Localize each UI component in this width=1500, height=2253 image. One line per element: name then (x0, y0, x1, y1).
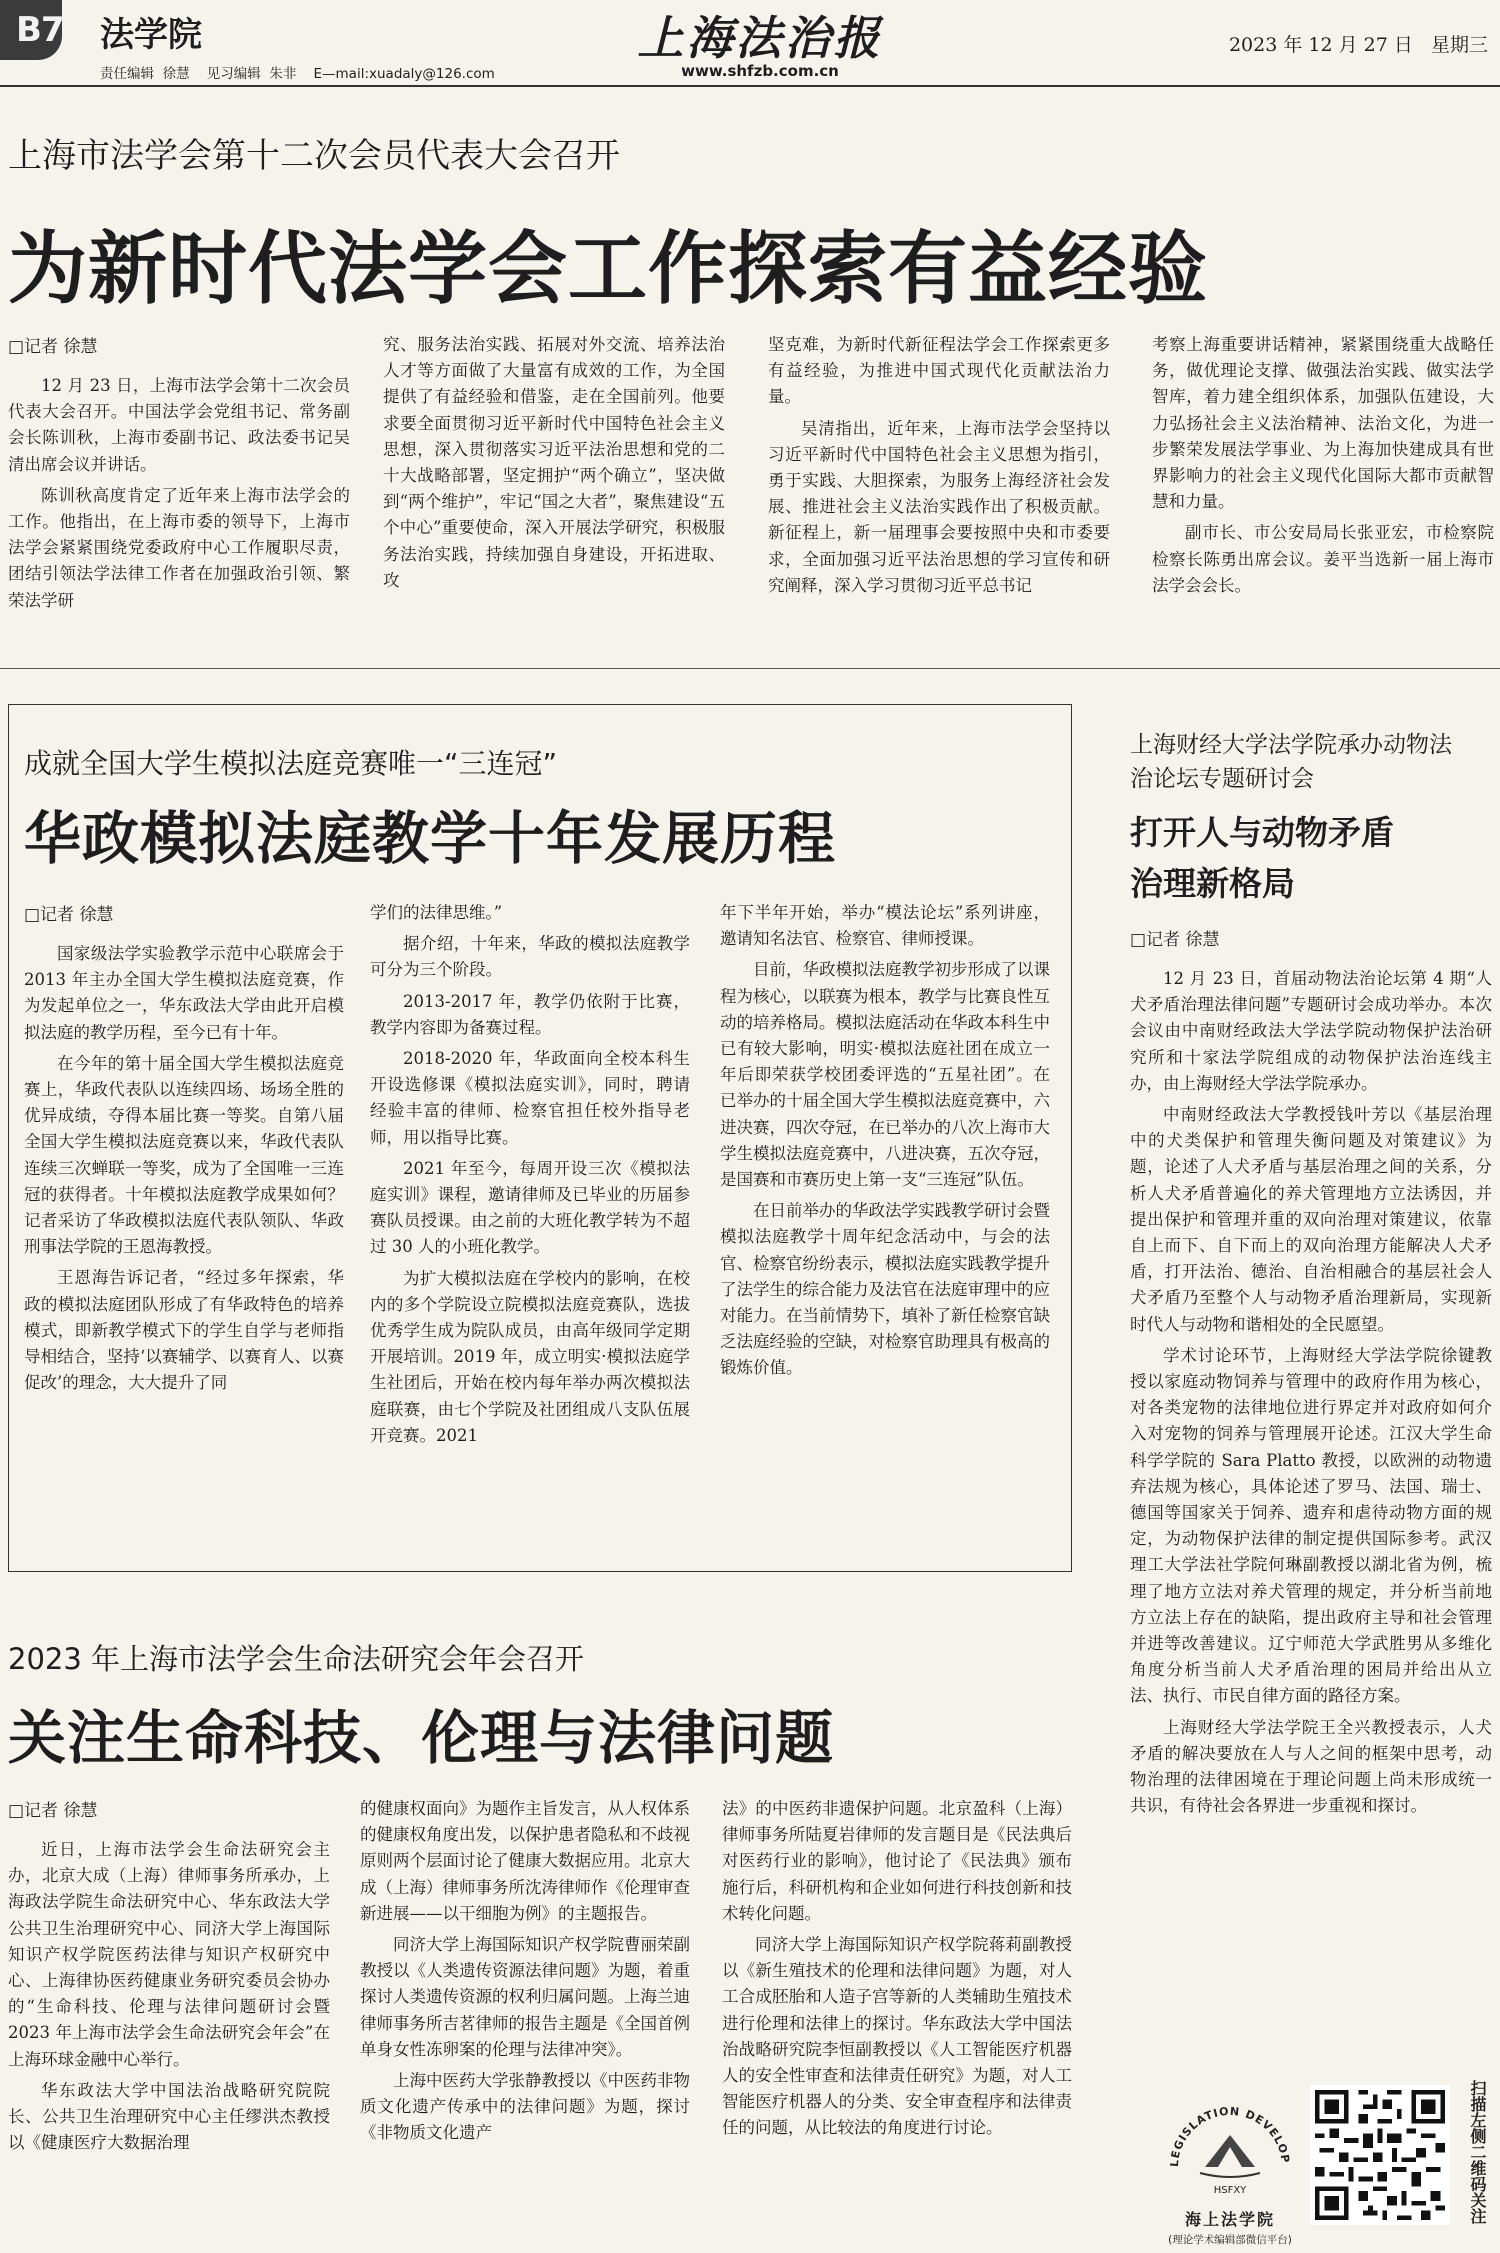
masthead: 上海法治报 (637, 11, 883, 65)
article4-body-2 (360, 1796, 690, 2147)
logo-abbr: HSFXY (1213, 2185, 1247, 2196)
article2-col-1 (24, 900, 344, 1550)
article2-body-2 (370, 900, 690, 1449)
article2-body-1 (24, 941, 344, 1396)
paragraph: 为扩大模拟法庭在学校内的影响，在校内的多个学院设立院模拟法庭竞赛队，选拔优秀学生成为院队成员，由高年级同学定期开展培训。2019 年，成立明实·模拟法庭学生社团后，开始在校内每年举办两次模拟法庭联赛，由七个学院及社团组成八支队伍展开竞赛。2021 (370, 1268, 690, 1445)
issue-date: 2023 年 12 月 27 日 星期三 (1228, 34, 1488, 56)
logo-emblem-icon (1160, 2085, 1300, 2205)
article4-headline: 关注生命科技、伦理与法律问题 (8, 1704, 835, 1772)
article3-col-1 (1130, 925, 1492, 2090)
article1-body-1 (8, 373, 350, 614)
article1-kicker: 上海市法学会第十二次会员代表大会召开 (8, 136, 620, 176)
article4-col-2 (360, 1796, 690, 2251)
article2-byline: □记者 徐慧 (24, 905, 114, 925)
paragraph: 坚克难，为新时代新征程法学会工作探索更多有益经验，为推进中国式现代化贡献法治力量。 (768, 335, 1110, 407)
paragraph: 考察上海重要讲话精神，紧紧围绕重大战略任务，做优理论支撑、做强法治实践、做实法学智库，着力建全组织体系，加强队伍建设，大力弘扬社会主义法治精神、法治文化，为进一步繁荣发展法学事业、为上海加快建成具有世界影响力的社会主义现代化国际大都市贡献智慧和力量。 (1152, 335, 1494, 512)
article3-byline: □记者 徐慧 (1130, 930, 1220, 950)
paragraph: 上海中医药大学张静教授以《中医药非物质文化遗产传承中的法律问题》为题，探讨《非物质文化遗产 (360, 2071, 690, 2143)
article1-col-4 (1152, 332, 1494, 657)
qr-code[interactable] (1310, 2085, 1450, 2225)
paragraph: 年下半年开始，举办“模法论坛”系列讲座，邀请知名法官、检察官、律师授课。 (720, 903, 1050, 949)
article2-col-3 (720, 900, 1050, 1550)
article2-kicker: 成就全国大学生模拟法庭竞赛唯一“三连冠” (24, 747, 558, 780)
article4-body-1 (8, 1837, 330, 2156)
paragraph: 近日，上海市法学会生命法研究会主办，北京大成（上海）律师事务所承办，上海政法学院生命法研究中心、华东政法大学公共卫生治理研究中心、同济大学上海国际知识产权学院医药法律与知识产权研究中心、上海律协医药健康业务研究委员会协办的“生命科技、伦理与法律问题研讨会暨 2023 年上海市法学会生命法研究会年会”在上海环球金融中心举行。 (8, 1840, 330, 2069)
article3-headline: 打开人与动物矛盾治理新格局 (1130, 813, 1394, 903)
qr-code-icon (1310, 2085, 1450, 2225)
paragraph: 究、服务法治实践、拓展对外交流、培养法治人才等方面做了大量富有成效的工作，为全国提供了有益经验和借鉴，走在全国前列。他要求要全面贯彻习近平新时代中国特色社会主义思想，深入贯彻落实习近平法治思想和党的二十大战略部署，坚定拥护“两个确立”，坚决做到“两个维护”，牢记“国之大者”，聚焦建设“五个中心”重要使命，深入开展法学研究，积极服务法治实践，持续加强自身建设，开拓进取、攻 (383, 335, 725, 590)
paragraph: 法》的中医药非遗保护问题。北京盈科（上海）律师事务所陆夏岩律师的发言题目是《民法典后对医药行业的影响》，他讨论了《民法典》颁布施行后，科研机构和企业如何进行科技创新和技术转化问题。 (722, 1799, 1072, 1923)
article2-body-3 (720, 900, 1050, 1382)
article3-body-1 (1130, 966, 1492, 1820)
website: www.shfzb.com.cn (681, 62, 839, 80)
article1-byline: □记者 徐慧 (8, 337, 98, 357)
article2-headline: 华政模拟法庭教学十年发展历程 (24, 806, 836, 872)
paragraph: 吴清指出，近年来，上海市法学会坚持以习近平新时代中国特色社会主义思想为指引，勇于实践、大胆探索，为服务上海经济社会发展、推进社会主义法治实践作出了积极贡献。新征程上，新一届理事会要按照中央和市委要求，全面加强习近平法治思想的学习宣传和研究阐释，深入学习贯彻习近平总书记 (768, 418, 1110, 595)
paragraph: 的健康权面向》为题作主旨发言，从人权体系的健康权角度出发，以保护患者隐私和不歧视原则两个层面讨论了健康大数据应用。北京大成（上海）律师事务所沈涛律师作《伦理审查新进展——以干细胞为例》的主题报告。 (360, 1799, 690, 1923)
paragraph: 王恩海告诉记者，“经过多年探索，华政的模拟法庭团队形成了有华政特色的培养模式，即新教学模式下的学生自学与老师指导相结合，坚持‘以赛辅学、以赛育人、以赛促改’的理念，大大提升了同 (24, 1268, 344, 1393)
paragraph: 据介绍，十年来，华政的模拟法庭教学可分为三个阶段。 (370, 934, 690, 980)
logo-name: 海上法学院 (1184, 2210, 1275, 2229)
article1-body-2 (383, 332, 725, 594)
paragraph: 2021 年至今，每周开设三次《模拟法庭实训》课程，邀请律师及已毕业的历届参赛队员授课。由之前的大班化教学转为不超过 30 人的小班化教学。 (370, 1158, 690, 1257)
paragraph: 上海财经大学法学院王全兴教授表示，人犬矛盾的解决要放在人与人之间的框架中思考，动物治理的法律困境在于理论问题上尚未形成统一共识，有待社会各界进一步重视和探讨。 (1130, 1717, 1492, 1816)
paragraph: 陈训秋高度肯定了近年来上海市法学会的工作。他指出，在上海市委的领导下，上海市法学会紧紧围绕党委政府中心工作履职尽责，团结引领法学法律工作者在加强政治引领、繁荣法学研 (8, 485, 350, 610)
logo-subtitle: (理论学术编辑部微信平台) (1168, 2234, 1292, 2246)
paragraph: 2013-2017 年，教学仍依附于比赛，教学内容即为备赛过程。 (370, 991, 690, 1037)
article1-col-3 (768, 332, 1110, 657)
article4-body-3 (722, 1796, 1072, 2142)
paragraph: 学们的法律思维。” (370, 903, 503, 922)
paragraph: 华东政法大学中国法治战略研究院院长、公共卫生治理研究中心主任缪洪杰教授以《健康医疗大数据治理 (8, 2080, 330, 2153)
article1-col-1 (8, 332, 350, 657)
paragraph: 12 月 23 日，首届动物法治论坛第 4 期“人犬矛盾治理法律问题”专题研讨会成功举办。本次会议由中南财经政法大学法学院动物保护法治研究所和十家法学院组成的动物保护法治连线主办，由上海财经大学法学院承办。 (1130, 969, 1492, 1093)
paragraph: 同济大学上海国际知识产权学院曹丽荣副教授以《人类遗传资源法律问题》为题，着重探讨人类遗传资源的权利归属问题。上海兰迪律师事务所吉茗律师的报告主题是《全国首例单身女性冻卵案的伦理与法律冲突》。 (360, 1935, 690, 2059)
section-title: 法学院 (100, 15, 202, 55)
article4-col-3 (722, 1796, 1072, 2251)
article1-col-2 (383, 332, 725, 657)
paragraph: 12 月 23 日，上海市法学会第十二次会员代表大会召开。中国法学会党组书记、常务副会长陈训秋，上海市委副书记、政法委书记吴清出席会议并讲话。 (8, 376, 350, 474)
article2-col-2 (370, 900, 690, 1550)
editors-line: 责任编辑 徐慧 见习编辑 朱非 E—mail:xuadaly@126.com (100, 66, 495, 82)
paragraph: 国家级法学实验教学示范中心联席会于 2013 年主办全国大学生模拟法庭竞赛，作为发起单位之一，华东政法大学由此开启模拟法庭的教学历程，至今已有十年。 (24, 944, 344, 1042)
logo-ring-text: LEGISLATION DEVELOP (1167, 2104, 1293, 2168)
article1-headline: 为新时代法学会工作探索有益经验 (8, 223, 1208, 315)
paragraph: 中南财经政法大学教授钱叶芳以《基层治理中的犬类保护和管理失衡问题及对策建议》为题，论述了人犬矛盾与基层治理之间的关系，分析人犬矛盾普遍化的养犬管理地方立法诱因，并提出保护和管理并重的双向治理对策建议，依靠自上而下、自下而上的双向治理方能解决人犬矛盾，打开法治、德治、自治相融合的基层社会人犬矛盾乃至整个人与动物矛盾治理新局，实现新时代人与动物和谐相处的全民愿望。 (1130, 1105, 1492, 1334)
paragraph: 目前，华政模拟法庭教学初步形成了以课程为核心，以联赛为根本，教学与比赛良性互动的培养格局。模拟法庭活动在华政本科生中已有较大影响，明实·模拟法庭社团在成立一年后即荣获学校团委评选的“五星社团”。在已举办的十届全国大学生模拟法庭竞赛中，六进决赛，四次夺冠，在已举办的八次上海市大学生模拟法庭竞赛中，八进决赛，五次夺冠，是国赛和市赛历史上第一支“三连冠”队伍。 (720, 960, 1050, 1190)
qr-caption: 扫描左侧二维码关注 (1468, 2080, 1487, 2224)
article4-byline: □记者 徐慧 (8, 1801, 98, 1821)
article1-body-3 (768, 332, 1110, 599)
paragraph: 副市长、市公安局局长张亚宏，市检察院检察长陈勇出席会议。姜平当选新一届上海市法学会会长。 (1152, 523, 1494, 595)
article4-kicker: 2023 年上海市法学会生命法研究会年会召开 (8, 1642, 585, 1676)
paragraph: 在今年的第十届全国大学生模拟法庭竞赛上，华政代表队以连续四场、场场全胜的优异成绩，夺得本届比赛一等奖。自第八届全国大学生模拟法庭竞赛以来，华政代表队连续三次蝉联一等奖，成为了全国唯一三连冠的获得者。十年模拟法庭教学成果如何？记者采访了华政模拟法庭代表队领队、华政刑事法学院的王恩海教授。 (24, 1053, 344, 1257)
page-number: B7 (16, 10, 64, 50)
paragraph: 学术讨论环节，上海财经大学法学院徐键教授以家庭动物饲养与管理中的政府作用为核心，对各类宠物的法律地位进行界定并对政府如何介入对宠物的饲养与管理展开论述。江汉大学生命科学学院的 Sara Platto 教授，以欧洲的动物遗弃法规为核心，具体论述了罗马、法国、瑞士、德国等国家关于饲养、遗弃和虐待动物方面的规定，为动物保护法律的制定提供国际参考。武汉理工大学法社学院何琳副教授以湖北省为例，梳理了地方立法对养犬管理的规定，并分析当前地方立法上存在的缺陷，提出政府主导和社会管理并进等改善建议。辽宁师范大学武胜男从多维化角度分析当前人犬矛盾治理的困局并给出从立法、执行、市民自律方面的路径方案。 (1130, 1345, 1492, 1706)
article4-col-1 (8, 1796, 330, 2251)
article3-kicker: 上海财经大学法学院承办动物法治论坛专题研讨会 (1130, 732, 1452, 792)
paragraph: 同济大学上海国际知识产权学院蒋莉副教授以《新生殖技术的伦理和法律问题》为题，对人工合成胚胎和人造子宫等新的人类辅助生殖技术进行伦理和法律上的探讨。华东政法大学中国法治战略研究院李恒副教授以《人工智能医疗机器人的安全性审查和法律责任研究》为题，对人工智能医疗机器人的分类、安全审查程序和法律责任的问题，从比较法的角度进行讨论。 (722, 1935, 1072, 2138)
paragraph: 2018-2020 年，华政面向全校本科生开设选修课《模拟法庭实训》，同时，聘请经验丰富的律师、检察官担任校外指导老师，用以指导比赛。 (370, 1049, 690, 1147)
law-school-logo (1160, 2085, 1300, 2246)
paragraph: 在日前举办的华政法学实践教学研讨会暨模拟法庭教学十周年纪念活动中，与会的法官、检察官纷纷表示，模拟法庭实践教学提升了法学生的综合能力及法官在法庭审理中的应对能力。在当前情势下，填补了新任检察官缺乏法庭经验的空缺，对检察官助理具有极高的锻炼价值。 (720, 1201, 1050, 1378)
article1-rule (0, 668, 1500, 669)
article1-body-4 (1152, 332, 1494, 599)
header-rule (0, 85, 1500, 87)
